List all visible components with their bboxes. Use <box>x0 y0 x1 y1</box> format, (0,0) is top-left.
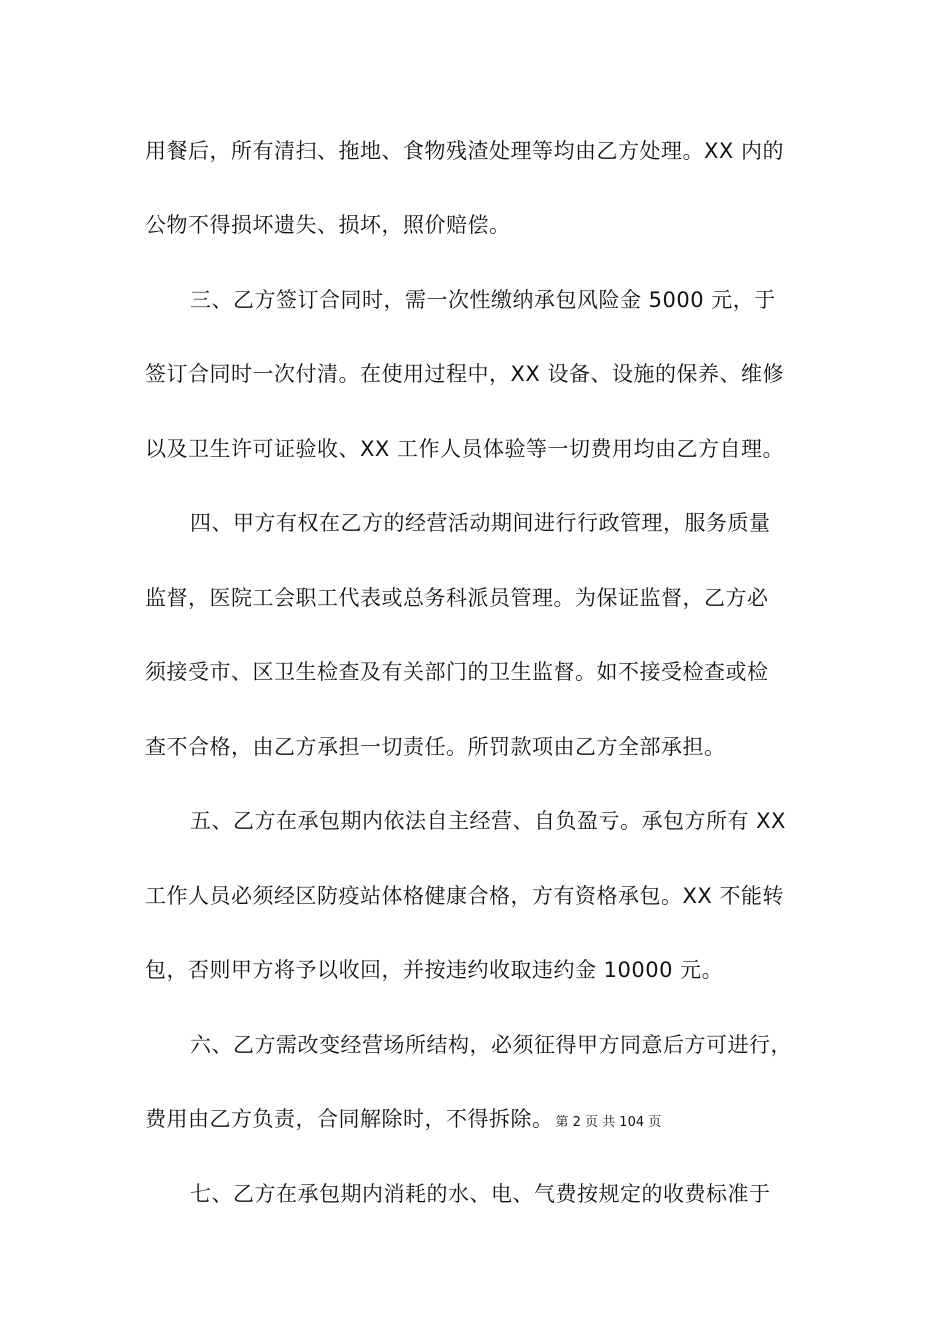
clause-6-line-1: 六、乙方需改变经营场所结构，必须征得甲方同意后方可进行， <box>190 1033 792 1057</box>
clause-6-line-2 <box>145 1104 825 1138</box>
clause-3-line-3: 以及卫生许可证验收、XX 工作人员体验等一切费用均由乙方自理。 <box>145 437 784 461</box>
paragraph-line-2: 公物不得损坏遗失、损坏，照价赔偿。 <box>145 213 511 237</box>
page-number-footer: 第 2 页 共 104 页 <box>555 1115 662 1130</box>
clause-5-line-2: 工作人员必须经区防疫站体格健康合格，方有资格承包。XX 不能转 <box>145 884 784 908</box>
paragraph-line-1: 用餐后，所有清扫、拖地、食物残渣处理等均由乙方处理。XX 内的 <box>145 139 784 163</box>
clause-5-line-1: 五、乙方在承包期内依法自主经营、自负盈亏。承包方所有 XX <box>190 809 786 833</box>
clause-3-line-2: 签订合同时一次付清。在使用过程中，XX 设备、设施的保养、维修 <box>145 362 784 386</box>
clause-4-line-2: 监督，医院工会职工代表或总务科派员管理。为保证监督，乙方必 <box>145 586 769 610</box>
clause-4-line-1: 四、甲方有权在乙方的经营活动期间进行行政管理，服务质量 <box>190 511 771 535</box>
clause-6-line-2-text: 费用由乙方负责，合同解除时，不得拆除。 <box>145 1107 554 1131</box>
clause-4-line-3: 须接受市、区卫生检查及有关部门的卫生监督。如不接受检查或检 <box>145 660 769 684</box>
clause-7-line-1: 七、乙方在承包期内消耗的水、电、气费按规定的收费标准于 <box>190 1182 771 1206</box>
clause-5-line-3: 包，否则甲方将予以收回，并按违约收取违约金 10000 元。 <box>145 958 724 982</box>
clause-3-line-1: 三、乙方签订合同时，需一次性缴纳承包风险金 5000 元，于 <box>190 288 776 312</box>
clause-4-line-4: 查不合格，由乙方承担一切责任。所罚款项由乙方全部承担。 <box>145 735 726 759</box>
